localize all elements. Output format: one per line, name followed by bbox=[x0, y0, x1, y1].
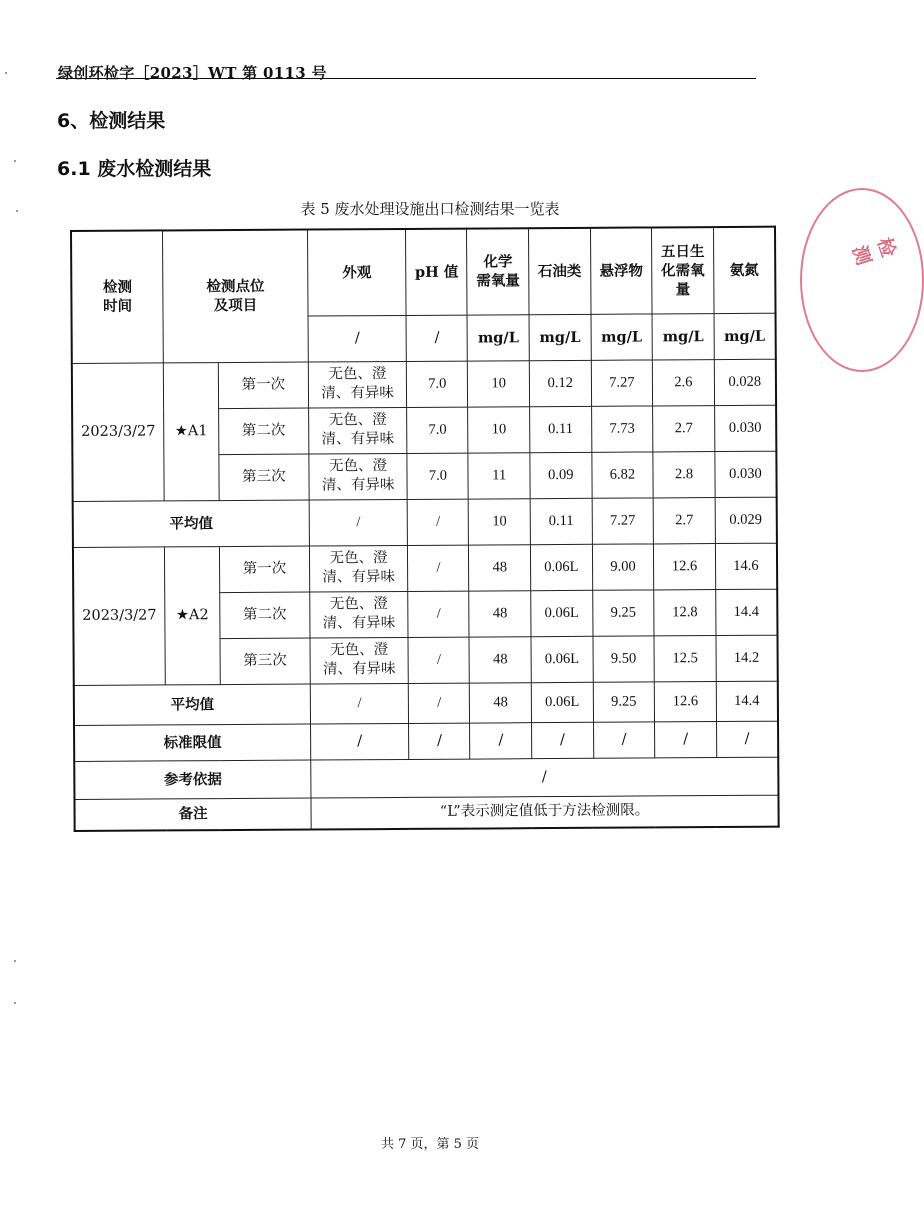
row-oil: 0.06L bbox=[531, 590, 593, 636]
avg-appearance: / bbox=[309, 499, 408, 546]
avg-ph: / bbox=[409, 683, 470, 723]
row-oil: 0.09 bbox=[530, 452, 592, 498]
average-row bbox=[73, 497, 777, 547]
row-ss: 9.00 bbox=[592, 543, 654, 589]
unit-bod: mg/L bbox=[652, 313, 714, 359]
avg-bod: 12.6 bbox=[655, 681, 717, 721]
avg-bod: 2.7 bbox=[653, 497, 715, 543]
header-nh3: 氨氮 bbox=[713, 227, 775, 313]
row-bod: 2.7 bbox=[653, 405, 715, 451]
company-seal-text: 检测 bbox=[847, 234, 900, 270]
page-number: 共 7 页，第 5 页 bbox=[380, 1137, 480, 1152]
avg-ss: 9.25 bbox=[593, 681, 655, 721]
header-divider bbox=[56, 78, 756, 79]
limit-bod: / bbox=[655, 721, 717, 757]
group-point: ★A1 bbox=[163, 362, 218, 500]
header-point: 检测点位 及项目 bbox=[163, 230, 309, 363]
row-appearance: 无色、澄 清、有异味 bbox=[309, 453, 408, 500]
group-date: 2023/3/27 bbox=[72, 362, 165, 501]
row-nh3: 0.030 bbox=[714, 405, 776, 451]
row-seq: 第二次 bbox=[218, 408, 308, 455]
unit-appearance: / bbox=[308, 315, 407, 362]
reference-label: 参考依据 bbox=[74, 760, 311, 799]
limit-nh3: / bbox=[716, 721, 778, 757]
avg-nh3: 14.4 bbox=[716, 681, 778, 721]
row-bod: 12.8 bbox=[654, 589, 716, 635]
average-label: 平均值 bbox=[74, 684, 311, 725]
row-seq: 第一次 bbox=[218, 362, 308, 409]
row-ss: 9.25 bbox=[592, 589, 654, 635]
reference-row bbox=[74, 757, 778, 799]
avg-oil: 0.11 bbox=[530, 498, 592, 544]
limit-oil: / bbox=[532, 722, 594, 758]
row-ph: 7.0 bbox=[407, 407, 468, 453]
subsection-title: 6.1 废水检测结果 bbox=[57, 158, 212, 180]
row-nh3: 0.030 bbox=[715, 451, 777, 497]
section-title: 6、检测结果 bbox=[57, 110, 166, 132]
scan-speck bbox=[14, 160, 16, 162]
row-ss: 6.82 bbox=[592, 451, 654, 497]
row-bod: 2.8 bbox=[653, 451, 715, 497]
table-row bbox=[73, 543, 777, 593]
row-appearance: 无色、澄 清、有异味 bbox=[309, 545, 408, 592]
row-nh3: 14.6 bbox=[715, 543, 777, 589]
limit-appearance: / bbox=[310, 723, 409, 760]
row-bod: 12.5 bbox=[654, 635, 716, 681]
header-ph: pH 值 bbox=[406, 229, 468, 315]
remark-label: 备注 bbox=[74, 798, 311, 831]
table-caption: 表 5 废水处理设施出口检测结果一览表 bbox=[300, 200, 560, 218]
row-cod: 10 bbox=[468, 360, 530, 406]
group-date: 2023/3/27 bbox=[73, 546, 166, 685]
reference-value: / bbox=[311, 757, 779, 798]
header-appearance: 外观 bbox=[307, 229, 406, 316]
row-appearance: 无色、澄 清、有异味 bbox=[309, 407, 408, 454]
limits-label: 标准限值 bbox=[74, 724, 311, 761]
row-ph: / bbox=[408, 545, 469, 591]
row-ss: 9.50 bbox=[593, 635, 655, 681]
report-number: 绿创环检字［2023］WT 第 0113 号 bbox=[58, 64, 327, 82]
table-row bbox=[72, 359, 776, 409]
avg-oil: 0.06L bbox=[531, 682, 593, 722]
limit-ss: / bbox=[593, 721, 655, 757]
header-cod: 化学 需氧量 bbox=[467, 228, 529, 314]
row-ss: 7.73 bbox=[591, 405, 653, 451]
scan-speck bbox=[5, 72, 7, 74]
row-bod: 12.6 bbox=[654, 543, 716, 589]
row-bod: 2.6 bbox=[653, 359, 715, 405]
scan-speck bbox=[14, 1002, 16, 1004]
limit-ph: / bbox=[409, 723, 470, 759]
row-appearance: 无色、澄 清、有异味 bbox=[310, 637, 409, 684]
row-nh3: 14.4 bbox=[716, 589, 778, 635]
row-cod: 11 bbox=[468, 452, 530, 498]
row-cod: 48 bbox=[469, 636, 531, 682]
row-ph: 7.0 bbox=[407, 453, 468, 499]
row-nh3: 14.2 bbox=[716, 635, 778, 681]
avg-nh3: 0.029 bbox=[715, 497, 777, 543]
row-cod: 48 bbox=[469, 544, 531, 590]
unit-oil: mg/L bbox=[529, 314, 591, 360]
unit-nh3: mg/L bbox=[714, 313, 776, 359]
row-oil: 0.06L bbox=[531, 636, 593, 682]
header-bod: 五日生 化需氧 量 bbox=[652, 227, 714, 313]
scan-speck bbox=[16, 210, 18, 212]
row-cod: 10 bbox=[468, 406, 530, 452]
row-ph: / bbox=[408, 637, 469, 683]
row-oil: 0.06L bbox=[530, 544, 592, 590]
row-seq: 第三次 bbox=[220, 638, 310, 685]
row-appearance: 无色、澄 清、有异味 bbox=[308, 361, 407, 408]
row-nh3: 0.028 bbox=[714, 359, 776, 405]
scan-speck bbox=[14, 960, 16, 962]
row-seq: 第二次 bbox=[219, 592, 309, 639]
row-oil: 0.12 bbox=[529, 360, 591, 406]
row-cod: 48 bbox=[469, 590, 531, 636]
row-ph: / bbox=[408, 591, 469, 637]
average-label: 平均值 bbox=[73, 500, 310, 547]
row-oil: 0.11 bbox=[530, 406, 592, 452]
unit-cod: mg/L bbox=[467, 314, 529, 360]
avg-cod: 10 bbox=[469, 498, 531, 544]
group-point: ★A2 bbox=[165, 546, 220, 684]
avg-ss: 7.27 bbox=[592, 497, 654, 543]
avg-ph: / bbox=[407, 499, 468, 545]
remark-value: “L”表示测定值低于方法检测限。 bbox=[311, 795, 779, 830]
limits-row bbox=[74, 721, 778, 761]
average-row bbox=[74, 681, 778, 725]
unit-ph: / bbox=[406, 315, 467, 361]
header-oil: 石油类 bbox=[529, 228, 591, 314]
wastewater-results-table bbox=[70, 226, 780, 832]
row-seq: 第三次 bbox=[219, 454, 309, 501]
row-seq: 第一次 bbox=[219, 546, 309, 593]
remark-row bbox=[74, 795, 778, 831]
header-time: 检测 时间 bbox=[71, 230, 163, 363]
avg-appearance: / bbox=[310, 683, 409, 724]
row-ph: 7.0 bbox=[407, 361, 468, 407]
avg-cod: 48 bbox=[470, 682, 532, 722]
header-ss: 悬浮物 bbox=[590, 227, 652, 313]
row-appearance: 无色、澄 清、有异味 bbox=[310, 591, 409, 638]
unit-ss: mg/L bbox=[591, 313, 653, 359]
limit-cod: / bbox=[470, 722, 532, 758]
row-ss: 7.27 bbox=[591, 359, 653, 405]
